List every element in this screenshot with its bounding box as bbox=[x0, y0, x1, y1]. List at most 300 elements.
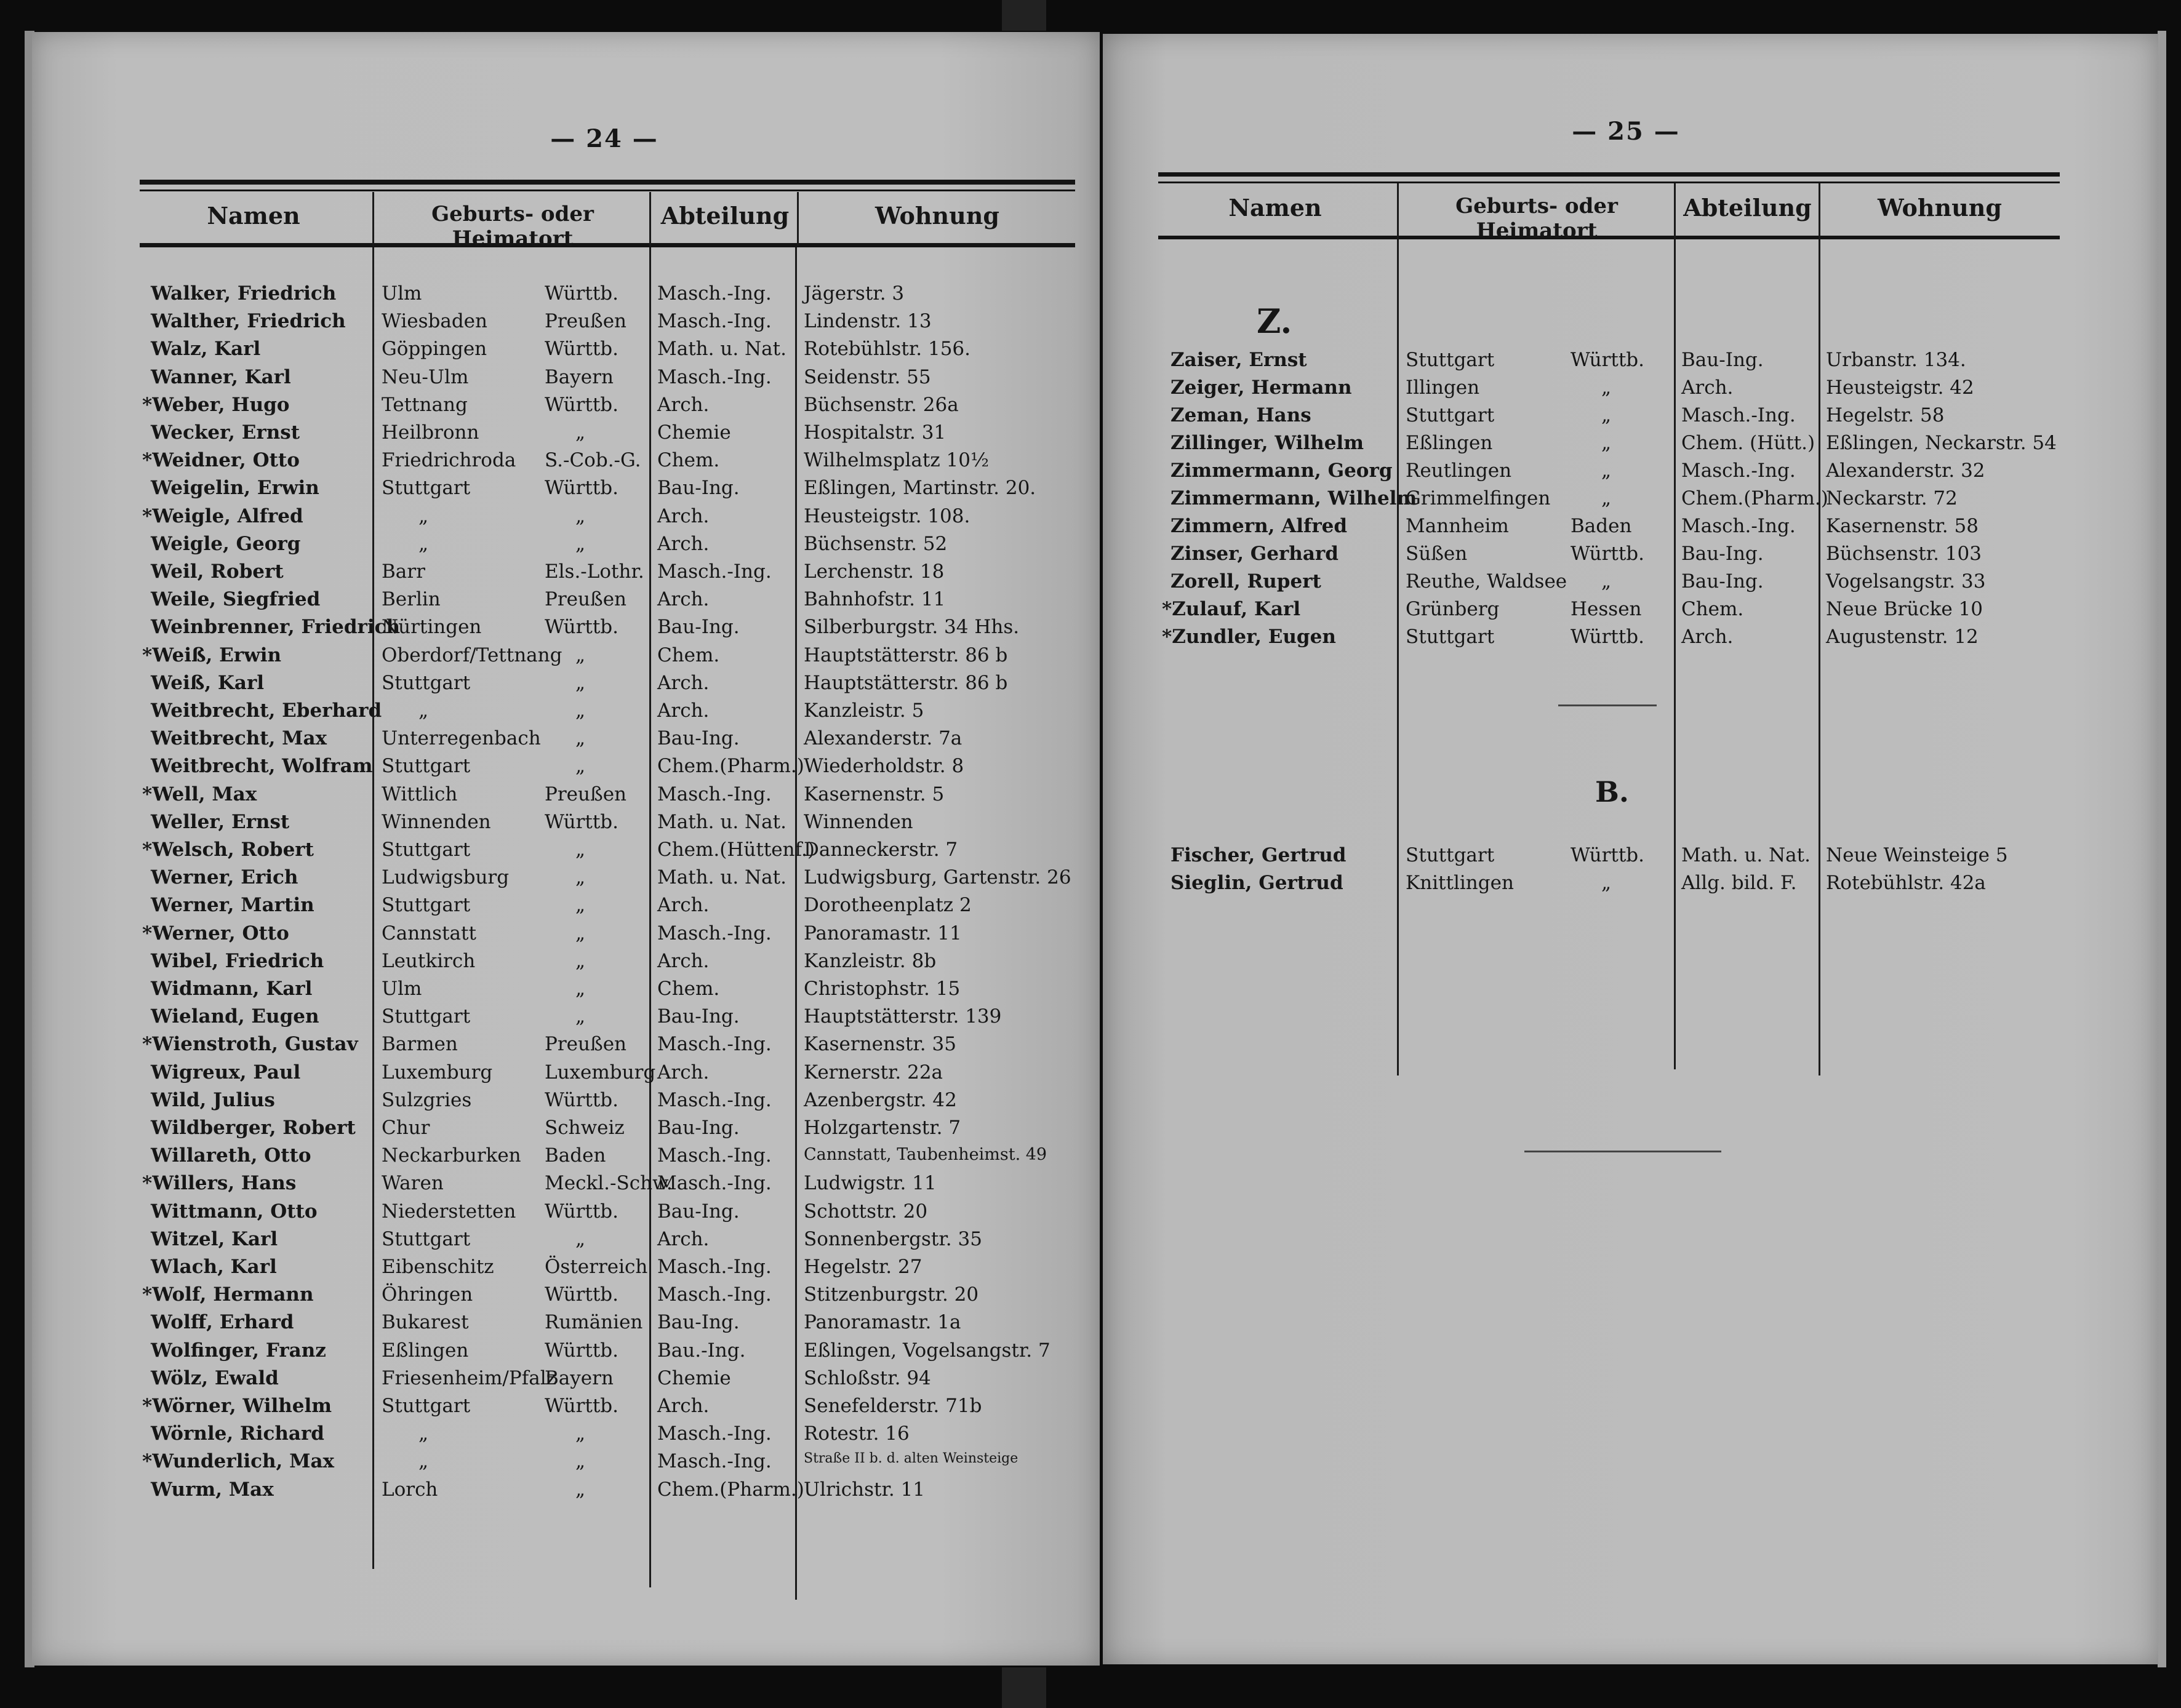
name-cell: Wildberger, Robert bbox=[151, 1117, 356, 1139]
table-row bbox=[1103, 846, 2158, 873]
address-cell: Heusteigstr. 42 bbox=[1826, 377, 1974, 399]
place-cell: Öhringen bbox=[382, 1283, 473, 1306]
name-cell: Weigle, Georg bbox=[151, 532, 301, 555]
place-cell: Stuttgart bbox=[382, 839, 471, 861]
name-cell: Wörnle, Richard bbox=[151, 1423, 324, 1445]
table-row bbox=[1103, 600, 2158, 627]
department-cell: Masch.-Ing. bbox=[1681, 515, 1796, 537]
name-cell: Zeman, Hans bbox=[1171, 404, 1311, 426]
table-row bbox=[32, 1369, 1100, 1396]
department-cell: Chem.(Hüttenf.) bbox=[657, 839, 815, 861]
place-cell: Chur bbox=[382, 1117, 430, 1139]
state-cell: Baden bbox=[1571, 515, 1632, 537]
place-cell: Friesenheim/Pfalz bbox=[382, 1367, 556, 1389]
place-cell: Stuttgart bbox=[382, 1227, 471, 1250]
name-cell: Zillinger, Wilhelm bbox=[1171, 432, 1364, 454]
address-cell: Büchsenstr. 52 bbox=[804, 532, 948, 555]
place-cell: Mannheim bbox=[1406, 515, 1509, 537]
state-cell: Hessen bbox=[1571, 598, 1642, 620]
table-row bbox=[32, 479, 1100, 506]
department-cell: Masch.-Ing. bbox=[657, 310, 772, 333]
name-cell: Weile, Siegfried bbox=[151, 588, 321, 611]
address-cell: Dorotheenplatz 2 bbox=[804, 894, 972, 917]
place-cell: Stuttgart bbox=[1406, 626, 1495, 648]
name-cell: Wanner, Karl bbox=[151, 365, 291, 388]
name-cell: Zorell, Rupert bbox=[1171, 570, 1321, 593]
department-cell: Masch.-Ing. bbox=[657, 1283, 772, 1306]
table-row bbox=[32, 980, 1100, 1007]
table-row bbox=[32, 532, 1100, 562]
address-cell: Augustenstr. 12 bbox=[1826, 626, 1979, 648]
state-cell: „ bbox=[1601, 404, 1612, 426]
department-cell: Arch. bbox=[657, 671, 710, 694]
state-cell: Württb. bbox=[545, 1395, 619, 1417]
table-row bbox=[1103, 378, 2158, 405]
table-row bbox=[1103, 434, 2158, 461]
department-cell: Bau-Ing. bbox=[657, 1005, 740, 1028]
state-cell: „ bbox=[575, 532, 586, 555]
state-cell: „ bbox=[575, 505, 586, 527]
state-cell: Bayern bbox=[545, 365, 614, 388]
table-row bbox=[32, 757, 1100, 784]
place-cell: Cannstatt bbox=[382, 922, 476, 944]
address-cell: Büchsenstr. 26a bbox=[804, 393, 959, 416]
department-cell: Masch.-Ing. bbox=[657, 1088, 772, 1111]
place-cell: Stuttgart bbox=[382, 755, 471, 778]
name-cell: Weil, Robert bbox=[151, 561, 284, 583]
place-cell: Luxemburg bbox=[382, 1061, 493, 1083]
department-cell: Bau-Ing. bbox=[1681, 570, 1764, 593]
table-row bbox=[32, 1285, 1100, 1312]
department-cell: Chem.(Pharm.) bbox=[657, 1478, 804, 1501]
table-row bbox=[1103, 545, 2158, 572]
department-cell: Bau-Ing. bbox=[657, 616, 740, 639]
department-cell: Masch.-Ing. bbox=[657, 365, 772, 388]
name-cell: *Wörner, Wilhelm bbox=[142, 1395, 332, 1417]
state-cell: „ bbox=[1601, 487, 1612, 509]
table-row bbox=[32, 1007, 1100, 1034]
state-cell: Els.-Lothr. bbox=[545, 561, 644, 583]
state-cell: Württb. bbox=[545, 616, 619, 639]
table-row bbox=[32, 868, 1100, 895]
place-cell: Tettnang bbox=[382, 393, 468, 416]
address-cell: Hegelstr. 58 bbox=[1826, 404, 1945, 426]
state-cell: „ bbox=[1601, 872, 1612, 894]
state-cell: Meckl.-Schw. bbox=[545, 1172, 673, 1195]
state-cell: Bayern bbox=[545, 1367, 614, 1389]
department-cell: Bau-Ing. bbox=[1681, 543, 1764, 565]
department-cell: Masch.-Ing. bbox=[1681, 404, 1796, 426]
name-cell: Zaiser, Ernst bbox=[1171, 349, 1307, 371]
table-row bbox=[32, 1174, 1100, 1201]
name-cell: Wolff, Erhard bbox=[151, 1311, 294, 1334]
state-cell: Württb. bbox=[545, 393, 619, 416]
name-cell: Zeiger, Hermann bbox=[1171, 377, 1352, 399]
place-cell: Waren bbox=[382, 1172, 444, 1195]
table-row bbox=[32, 924, 1100, 951]
name-cell: Zimmermann, Georg bbox=[1171, 460, 1393, 482]
column-header-origin: Geburts- oder Heimatort bbox=[1455, 194, 1618, 243]
section-letter-z: Z. bbox=[1257, 301, 1292, 341]
table-row bbox=[32, 1146, 1100, 1173]
place-cell: Neckarburken bbox=[382, 1144, 521, 1167]
department-cell: Masch.-Ing. bbox=[657, 1450, 772, 1473]
place-cell: Stuttgart bbox=[1406, 349, 1495, 371]
department-cell: Arch. bbox=[657, 1061, 710, 1083]
table-row bbox=[32, 949, 1100, 979]
address-cell: Ludwigstr. 11 bbox=[804, 1172, 937, 1195]
name-cell: Wurm, Max bbox=[151, 1478, 274, 1501]
address-cell: Wiederholdstr. 8 bbox=[804, 755, 964, 778]
address-cell: Heusteigstr. 108. bbox=[804, 505, 970, 527]
table-row bbox=[1103, 406, 2158, 433]
place-cell: Oberdorf/Tettnang bbox=[382, 644, 562, 666]
name-cell: Weiß, Karl bbox=[151, 671, 265, 694]
department-cell: Arch. bbox=[657, 588, 710, 611]
department-cell: Bau-Ing. bbox=[657, 1200, 740, 1223]
place-cell: Wittlich bbox=[382, 783, 458, 805]
state-cell: „ bbox=[575, 644, 586, 666]
department-cell: Arch. bbox=[657, 532, 710, 555]
name-cell: *Zundler, Eugen bbox=[1162, 626, 1336, 648]
name-cell: Zinser, Gerhard bbox=[1171, 543, 1339, 565]
place-cell: Leutkirch bbox=[382, 949, 476, 972]
address-cell: Kernerstr. 22a bbox=[804, 1061, 943, 1083]
address-cell: Panoramastr. 11 bbox=[804, 922, 962, 944]
name-cell: *Weber, Hugo bbox=[142, 393, 290, 416]
place-cell: Grünberg bbox=[1406, 598, 1500, 620]
place-cell: Barr bbox=[382, 561, 425, 583]
name-cell: *Wunderlich, Max bbox=[142, 1450, 335, 1473]
place-cell: „ bbox=[418, 1423, 429, 1445]
table-row bbox=[32, 590, 1100, 617]
place-cell: Winnenden bbox=[382, 810, 491, 833]
table-row bbox=[32, 1202, 1100, 1229]
state-cell: „ bbox=[575, 671, 586, 694]
table-row bbox=[32, 365, 1100, 395]
address-cell: Ludwigsburg, Gartenstr. 26 bbox=[804, 866, 1071, 889]
name-cell: Weinbrenner, Friedrich bbox=[151, 616, 401, 639]
name-cell: Wölz, Ewald bbox=[151, 1367, 279, 1389]
table-row bbox=[32, 896, 1100, 923]
table-row bbox=[1103, 628, 2158, 655]
place-cell: Wiesbaden bbox=[382, 310, 487, 333]
place-cell: Berlin bbox=[382, 588, 441, 611]
name-cell: *Werner, Otto bbox=[142, 922, 289, 944]
table-row bbox=[32, 1397, 1100, 1424]
department-cell: Masch.-Ing. bbox=[657, 561, 772, 583]
address-cell: Silberburgstr. 34 Hhs. bbox=[804, 616, 1020, 639]
name-cell: *Wienstroth, Gustav bbox=[142, 1033, 358, 1056]
address-cell: Rotestr. 16 bbox=[804, 1423, 910, 1445]
name-cell: Wittmann, Otto bbox=[151, 1200, 318, 1223]
place-cell: Friedrichroda bbox=[382, 449, 516, 472]
place-cell: Unterregenbach bbox=[382, 727, 541, 750]
state-cell: „ bbox=[575, 894, 586, 917]
place-cell: Stuttgart bbox=[1406, 844, 1495, 866]
state-cell: „ bbox=[1601, 570, 1612, 593]
address-cell: Hauptstätterstr. 86 b bbox=[804, 671, 1008, 694]
table-row bbox=[32, 1035, 1100, 1062]
address-cell: Schottstr. 20 bbox=[804, 1200, 928, 1223]
department-cell: Bau-Ing. bbox=[657, 1117, 740, 1139]
department-cell: Chem.(Pharm.) bbox=[657, 755, 804, 778]
address-cell: Lindenstr. 13 bbox=[804, 310, 932, 333]
address-cell: Kasernenstr. 5 bbox=[804, 783, 945, 805]
state-cell: „ bbox=[575, 700, 586, 722]
page-number: — 24 — bbox=[550, 124, 658, 153]
department-cell: Chemie bbox=[657, 421, 731, 444]
address-cell: Christophstr. 15 bbox=[804, 978, 961, 1000]
state-cell: Württb. bbox=[1571, 543, 1645, 565]
table-row bbox=[32, 1088, 1100, 1118]
table-row bbox=[32, 340, 1100, 367]
state-cell: Schweiz bbox=[545, 1117, 625, 1139]
place-cell: Neu-Ulm bbox=[382, 365, 469, 388]
address-cell: Wilhelmsplatz 10½ bbox=[804, 449, 990, 472]
address-cell: Schloßstr. 94 bbox=[804, 1367, 931, 1389]
place-cell: Stuttgart bbox=[382, 477, 471, 500]
state-cell: Württb. bbox=[545, 810, 619, 833]
state-cell: „ bbox=[575, 1423, 586, 1445]
table-row bbox=[32, 1227, 1100, 1257]
table-row bbox=[32, 729, 1100, 756]
column-header-residence: Wohnung bbox=[1877, 194, 2002, 221]
department-cell: Masch.-Ing. bbox=[657, 1172, 772, 1195]
name-cell: Weigelin, Erwin bbox=[151, 477, 319, 500]
place-cell: „ bbox=[418, 505, 429, 527]
department-cell: Math. u. Nat. bbox=[657, 866, 786, 889]
table-row bbox=[1103, 461, 2158, 489]
state-cell: „ bbox=[575, 1227, 586, 1250]
state-cell: Württb. bbox=[1571, 626, 1645, 648]
state-cell: Rumänien bbox=[545, 1311, 643, 1334]
address-cell: Bahnhofstr. 11 bbox=[804, 588, 946, 611]
state-cell: Preußen bbox=[545, 783, 627, 805]
name-cell: *Well, Max bbox=[142, 783, 257, 805]
address-cell: Neue Weinsteige 5 bbox=[1826, 844, 2008, 866]
address-cell: Vogelsangstr. 33 bbox=[1826, 570, 1986, 593]
state-cell: Württb. bbox=[545, 1088, 619, 1111]
department-cell: Chemie bbox=[657, 1367, 731, 1389]
address-cell: Hauptstätterstr. 139 bbox=[804, 1005, 1002, 1028]
name-cell: Wild, Julius bbox=[151, 1088, 275, 1111]
place-cell: Illingen bbox=[1406, 377, 1480, 399]
name-cell: *Weigle, Alfred bbox=[142, 505, 303, 527]
name-cell: Werner, Erich bbox=[151, 866, 298, 889]
binding-spine-bottom bbox=[1002, 1667, 1046, 1708]
place-cell: Stuttgart bbox=[1406, 404, 1495, 426]
department-cell: Bau-Ing. bbox=[657, 477, 740, 500]
place-cell: Göppingen bbox=[382, 338, 487, 361]
address-cell: Senefelderstr. 71b bbox=[804, 1395, 982, 1417]
table-row bbox=[1103, 874, 2158, 901]
department-cell: Chem.(Pharm.) bbox=[1681, 487, 1828, 509]
address-cell: Neue Brücke 10 bbox=[1826, 598, 1983, 620]
name-cell: Weller, Ernst bbox=[151, 810, 290, 833]
table-row bbox=[32, 1341, 1100, 1368]
place-cell: Lorch bbox=[382, 1478, 438, 1501]
name-cell: Weitbrecht, Eberhard bbox=[151, 700, 382, 722]
address-cell: Ulrichstr. 11 bbox=[804, 1478, 926, 1501]
place-cell: Eibenschitz bbox=[382, 1256, 494, 1278]
table-row bbox=[1103, 517, 2158, 544]
state-cell: Luxemburg bbox=[545, 1061, 656, 1083]
address-cell: Rotebühlstr. 156. bbox=[804, 338, 971, 361]
state-cell: Baden bbox=[545, 1144, 606, 1167]
name-cell: Walz, Karl bbox=[151, 338, 261, 361]
name-cell: Sieglin, Gertrud bbox=[1171, 872, 1343, 894]
table-row bbox=[32, 671, 1100, 701]
column-header-department: Abteilung bbox=[1683, 194, 1812, 221]
state-cell: „ bbox=[575, 949, 586, 972]
place-cell: Reutlingen bbox=[1406, 460, 1512, 482]
address-cell: Sonnenbergstr. 35 bbox=[804, 1227, 982, 1250]
department-cell: Masch.-Ing. bbox=[1681, 460, 1796, 482]
department-cell: Masch.-Ing. bbox=[657, 922, 772, 944]
department-cell: Arch. bbox=[657, 894, 710, 917]
state-cell: Preußen bbox=[545, 310, 627, 333]
name-cell: Widmann, Karl bbox=[151, 978, 313, 1000]
place-cell: Stuttgart bbox=[382, 894, 471, 917]
column-header-origin: Geburts- oder Heimatort bbox=[431, 202, 594, 251]
state-cell: „ bbox=[575, 755, 586, 778]
name-cell: *Zulauf, Karl bbox=[1162, 598, 1301, 620]
address-cell: Kanzleistr. 8b bbox=[804, 949, 937, 972]
table-row bbox=[32, 701, 1100, 728]
state-cell: Württb. bbox=[545, 1283, 619, 1306]
state-cell: „ bbox=[575, 866, 586, 889]
table-row bbox=[32, 1063, 1100, 1090]
place-cell: Grimmelfingen bbox=[1406, 487, 1551, 509]
department-cell: Masch.-Ing. bbox=[657, 1423, 772, 1445]
column-header-name: Namen bbox=[207, 202, 300, 229]
address-cell: Eßlingen, Vogelsangstr. 7 bbox=[804, 1339, 1050, 1362]
state-cell: „ bbox=[1601, 377, 1612, 399]
table-row bbox=[32, 646, 1100, 673]
state-cell: „ bbox=[1601, 432, 1612, 454]
department-cell: Bau-Ing. bbox=[657, 1311, 740, 1334]
place-cell: Stuttgart bbox=[382, 1005, 471, 1028]
table-row bbox=[1103, 351, 2158, 378]
place-cell: Barmen bbox=[382, 1033, 458, 1056]
place-cell: Süßen bbox=[1406, 543, 1468, 565]
table-row bbox=[32, 618, 1100, 645]
state-cell: Württb. bbox=[1571, 349, 1645, 371]
address-cell: Hauptstätterstr. 86 b bbox=[804, 644, 1008, 666]
department-cell: Chem. (Hütt.) bbox=[1681, 432, 1815, 454]
department-cell: Bau-Ing. bbox=[1681, 349, 1764, 371]
place-cell: Heilbronn bbox=[382, 421, 479, 444]
name-cell: Werner, Martin bbox=[151, 894, 314, 917]
entry-list bbox=[1103, 34, 2158, 1664]
address-cell: Lerchenstr. 18 bbox=[804, 561, 945, 583]
department-cell: Math. u. Nat. bbox=[657, 338, 786, 361]
name-cell: Willareth, Otto bbox=[151, 1144, 311, 1167]
address-cell: Jägerstr. 3 bbox=[804, 282, 905, 305]
department-cell: Arch. bbox=[657, 1395, 710, 1417]
address-cell: Kasernenstr. 35 bbox=[804, 1033, 956, 1056]
department-cell: Arch. bbox=[1681, 626, 1734, 648]
table-row bbox=[32, 840, 1100, 868]
state-cell: Württb. bbox=[545, 338, 619, 361]
address-cell: Hegelstr. 27 bbox=[804, 1256, 922, 1278]
state-cell: Württb. bbox=[545, 477, 619, 500]
address-cell: Seidenstr. 55 bbox=[804, 365, 931, 388]
address-cell: Holzgartenstr. 7 bbox=[804, 1117, 961, 1139]
name-cell: *Willers, Hans bbox=[142, 1172, 297, 1195]
state-cell: Württb. bbox=[545, 282, 619, 305]
name-cell: Walker, Friedrich bbox=[151, 282, 337, 305]
place-cell: Niederstetten bbox=[382, 1200, 516, 1223]
state-cell: Österreich bbox=[545, 1256, 648, 1278]
address-cell: Stitzenburgstr. 20 bbox=[804, 1283, 979, 1306]
place-cell: Reuthe, Waldsee bbox=[1406, 570, 1567, 593]
name-cell: Zimmermann, Wilhelm bbox=[1171, 487, 1417, 509]
address-cell: Azenbergstr. 42 bbox=[804, 1088, 957, 1111]
address-cell: Danneckerstr. 7 bbox=[804, 839, 958, 861]
place-cell: Ulm bbox=[382, 282, 422, 305]
address-cell: Panoramastr. 1a bbox=[804, 1311, 961, 1334]
place-cell: Stuttgart bbox=[382, 1395, 471, 1417]
address-cell: Alexanderstr. 7a bbox=[804, 727, 962, 750]
state-cell: „ bbox=[575, 1005, 586, 1028]
state-cell: „ bbox=[575, 421, 586, 444]
department-cell: Chem. bbox=[657, 644, 720, 666]
department-cell: Allg. bild. F. bbox=[1681, 872, 1797, 894]
table-row bbox=[1103, 572, 2158, 599]
department-cell: Arch. bbox=[657, 1227, 710, 1250]
table-row bbox=[32, 1119, 1100, 1146]
state-cell: „ bbox=[575, 978, 586, 1000]
address-cell: Kanzleistr. 5 bbox=[804, 700, 924, 722]
table-row bbox=[32, 312, 1100, 339]
department-cell: Math. u. Nat. bbox=[657, 810, 786, 833]
department-cell: Arch. bbox=[657, 949, 710, 972]
column-header-name: Namen bbox=[1228, 194, 1322, 221]
state-cell: Preußen bbox=[545, 588, 627, 611]
address-cell: Cannstatt, Taubenheimst. 49 bbox=[804, 1145, 1047, 1165]
address-cell: Kasernenstr. 58 bbox=[1826, 515, 1979, 537]
address-cell: Eßlingen, Martinstr. 20. bbox=[804, 477, 1036, 500]
name-cell: *Weidner, Otto bbox=[142, 449, 300, 472]
state-cell: „ bbox=[1601, 460, 1612, 482]
address-cell: Neckarstr. 72 bbox=[1826, 487, 1958, 509]
table-row bbox=[32, 423, 1100, 450]
place-cell: Ulm bbox=[382, 978, 422, 1000]
state-cell: „ bbox=[575, 839, 586, 861]
table-row bbox=[32, 810, 1100, 840]
state-cell: „ bbox=[575, 727, 586, 750]
department-cell: Masch.-Ing. bbox=[657, 1256, 772, 1278]
place-cell: Bukarest bbox=[382, 1311, 469, 1334]
department-cell: Arch. bbox=[1681, 377, 1734, 399]
table-row bbox=[32, 1313, 1100, 1340]
address-cell: Eßlingen, Neckarstr. 54 bbox=[1826, 432, 2057, 454]
state-cell: Preußen bbox=[545, 1033, 627, 1056]
state-cell: S.-Cob.-G. bbox=[545, 449, 641, 472]
place-cell: „ bbox=[418, 1450, 429, 1473]
table-row bbox=[32, 1452, 1100, 1479]
name-cell: Wlach, Karl bbox=[151, 1256, 277, 1278]
address-cell: Hospitalstr. 31 bbox=[804, 421, 946, 444]
department-cell: Math. u. Nat. bbox=[1681, 844, 1811, 866]
name-cell: Zimmern, Alfred bbox=[1171, 515, 1348, 537]
place-cell: Sulzgries bbox=[382, 1088, 472, 1111]
name-cell: Fischer, Gertrud bbox=[1171, 844, 1347, 866]
name-cell: Wieland, Eugen bbox=[151, 1005, 319, 1028]
state-cell: „ bbox=[575, 922, 586, 944]
